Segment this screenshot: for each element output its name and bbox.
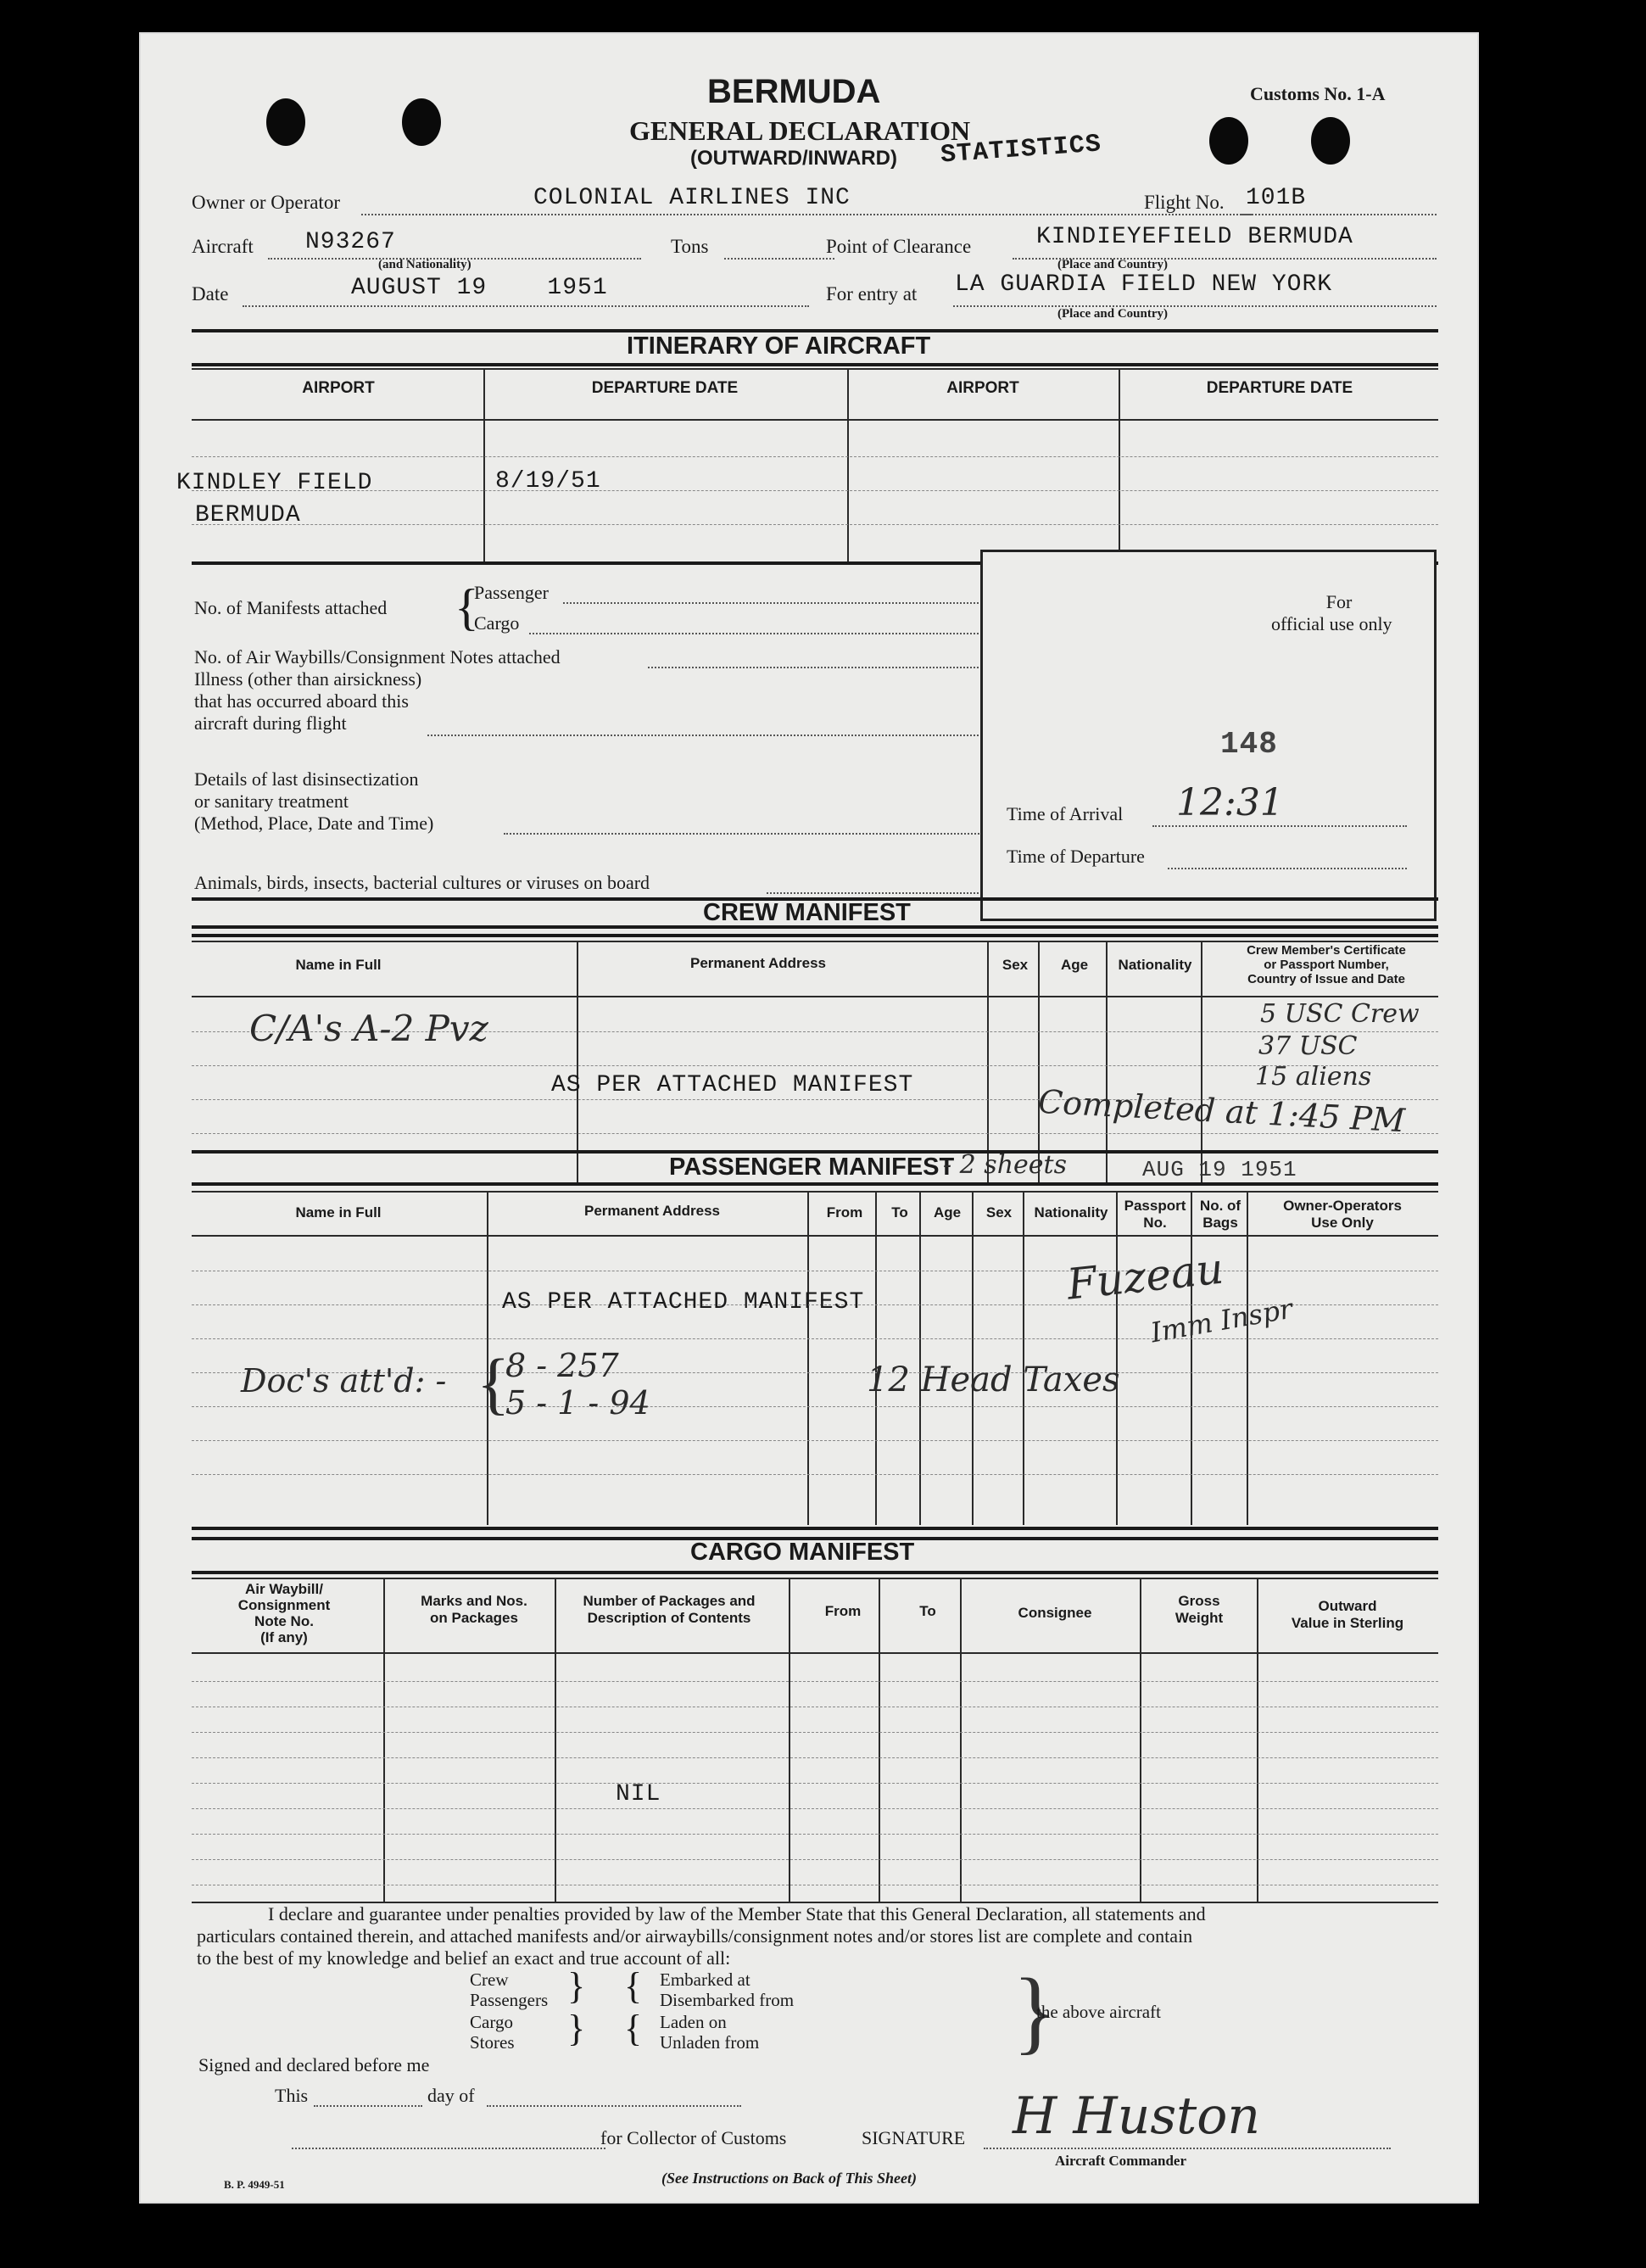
- disinsect-label-1: Details of last disinsectization: [194, 768, 419, 790]
- official-line-1: For: [1325, 591, 1353, 612]
- itinerary-col-departure-2: DEPARTURE DATE: [1206, 379, 1353, 397]
- illness-label-3: aircraft during flight: [194, 712, 347, 734]
- illness-label-2: that has occurred aboard this: [194, 690, 409, 712]
- aircraft-note: (and Nationality): [378, 258, 471, 271]
- passenger-col-age: Age: [933, 1204, 962, 1221]
- itinerary-col-departure: DEPARTURE DATE: [591, 379, 739, 397]
- decl-unladen: Unladen from: [660, 2032, 760, 2053]
- declaration-form: BERMUDA GENERAL DECLARATION (OUTWARD/INWARD) STATISTICS Customs No. 1-A Owner or Operator COLONIAL AIRLINES INC Flight No. 101B Aircraft N93267 (and Nationality) Tons Point of Clearance KINDIEYEFIELD BERMUDA (Place and Country) Date AUGUST 19 1951 For entry at LA GUARDIA FIELD NEW YORK (Place and Country) ITINERARY OF AIRCRAFT AIRPORT DEPARTURE DATE AIRPORT DEPARTURE DATE KINDLEY FIELD BERMUDA 8/19/51 No. of Manifests attached { Passenger Cargo No. of Air Waybills/Consignment Notes attached Illness (other than airsickness) that has occurred aboard this aircraft during flight Details of last disinsectization or sanitary treatment (Method, Place, Date and Time) Animals, birds, insects, bacterial cultures or viruses on board For official use only 148 Time of Arrival 12:31 Time of Departure CREW MANIFEST Name in Full Permanent Address Sex Age Nationality Crew Member's Certificate or Passport Number, Country of Issue and Date C/A's A-2 Pvz AS PER ATTACHED MANIFEST 5 USC Crew 37 USC 15 aliens Completed at 1:45 PM PASSENGER MANIFEST - 2 sheets AUG 19 1951 Name in Full Permanent Address From To Age Sex Nationality Passport No. No. of Bags Owner-Operators Use Only AS PER ATTACHED MANIFEST Doc's att'd: - { 8 - 257 5 - 1 - 94 12 Head Taxes Fuzeau Imm Inspr CARGO MANIFEST Air Waybill/ Consignment Note No. (If any) Marks and Nos. on Packages Number of Packages and Description of Contents From To Consignee Gross Weight Outward Value in Sterling NIL I declare and guarantee under penalties provided by law of the Member State that this General Declaration, all statements and particulars contained therein, and attached manifests and/or airwaybills/consignment notes and/or stores list are complete and contain to the best of my knowledge and belief an exact and true account of all: Crew Passengers } Cargo Stores } { { Embarked at Disembarked from Laden on Unladen from } the above aircraft Signed and declared before me This day of for Collector of Customs SIGNATURE H Huston Aircraft Commander B. P. 4949-51 (See Instructions on Back of This Sheet): [139, 32, 1479, 2204]
- decl-laden: Laden on: [660, 2012, 727, 2032]
- manifests-label: No. of Manifests attached: [194, 597, 388, 618]
- this-label: This: [275, 2085, 309, 2106]
- crew-col-name: Name in Full: [295, 957, 382, 973]
- itinerary-title: ITINERARY OF AIRCRAFT: [627, 332, 931, 360]
- aircraft-value: N93267: [305, 229, 396, 255]
- cargo-title: CARGO MANIFEST: [690, 1539, 915, 1566]
- owner-value: COLONIAL AIRLINES INC: [533, 185, 851, 211]
- declaration-text-1: I declare and guarantee under penalties provided by law of the Member State that this General Declaration, all statements and: [268, 1903, 1206, 1924]
- crew-col-sex: Sex: [1002, 957, 1029, 973]
- crew-col-age: Age: [1060, 957, 1089, 973]
- passenger-col-nationality: Nationality: [1034, 1204, 1108, 1221]
- passenger-col-owner-1: Owner-Operators: [1283, 1198, 1402, 1214]
- commander-label: Aircraft Commander: [1055, 2153, 1187, 2169]
- decl-embarked: Embarked at: [660, 1969, 750, 1990]
- crew-note-3: 15 aliens: [1255, 1062, 1372, 1092]
- declaration-text-3: to the best of my knowledge and belief an exact and true account of all:: [197, 1947, 731, 1969]
- collector-label: for Collector of Customs: [600, 2127, 787, 2148]
- customs-number: Customs No. 1-A: [1250, 83, 1386, 104]
- departure-label: Time of Departure: [1007, 846, 1145, 867]
- signed-declared: Signed and declared before me: [198, 2054, 430, 2075]
- cargo-col-consignee: Consignee: [1018, 1605, 1092, 1621]
- cargo-col-value-2: Value in Sterling: [1291, 1615, 1404, 1631]
- date-label: Date: [192, 283, 229, 304]
- instructions-note: (See Instructions on Back of This Sheet): [661, 2170, 918, 2187]
- decl-disembarked: Disembarked from: [660, 1990, 795, 2010]
- cargo-col-gross-1: Gross: [1178, 1593, 1220, 1609]
- decl-above-aircraft: the above aircraft: [1036, 2002, 1161, 2022]
- passenger-head-taxes: 12 Head Taxes: [867, 1360, 1120, 1399]
- decl-passengers: Passengers: [470, 1990, 549, 2010]
- passenger-col-passport-1: Passport: [1124, 1198, 1186, 1214]
- official-number: 148: [1220, 727, 1278, 762]
- waybills-label: No. of Air Waybills/Consignment Notes attached: [194, 646, 561, 668]
- punch-hole-icon: [1311, 117, 1350, 165]
- decl-stores: Stores: [470, 2032, 515, 2053]
- form-title: GENERAL DECLARATION: [629, 115, 971, 146]
- country-title: BERMUDA: [707, 73, 881, 110]
- manifest-cargo: Cargo: [474, 612, 520, 634]
- itinerary-airport-2: BERMUDA: [195, 502, 301, 528]
- cargo-col-to: To: [919, 1603, 936, 1619]
- official-line-2: official use only: [1271, 613, 1392, 634]
- cargo-col-waybill-4: (If any): [260, 1629, 308, 1645]
- passenger-doc-2: 5 - 1 - 94: [505, 1384, 650, 1422]
- crew-col-certificate-1: Crew Member's Certificate: [1247, 943, 1406, 958]
- punch-hole-icon: [402, 98, 441, 146]
- tons-label: Tons: [671, 236, 709, 257]
- cargo-col-packages-2: Description of Contents: [587, 1610, 751, 1626]
- passenger-col-sex: Sex: [985, 1204, 1013, 1221]
- passenger-col-bags-2: Bags: [1202, 1215, 1238, 1231]
- declaration-text-2: particulars contained therein, and attached manifests and/or airwaybills/consignment notes and/or stores list are complete and contain: [197, 1925, 1193, 1947]
- disinsect-label-3: (Method, Place, Date and Time): [194, 813, 434, 834]
- passenger-title-note: - 2 sheets: [943, 1150, 1067, 1180]
- signature-label: SIGNATURE: [862, 2127, 966, 2148]
- punch-hole-icon: [266, 98, 305, 146]
- entry-note: (Place and Country): [1057, 307, 1168, 321]
- clearance-note: (Place and Country): [1057, 258, 1168, 271]
- inspector-title: Imm Inspr: [1147, 1292, 1295, 1349]
- cargo-col-from: From: [824, 1603, 862, 1619]
- illness-label-1: Illness (other than airsickness): [194, 668, 422, 690]
- arrival-label: Time of Arrival: [1007, 803, 1124, 824]
- passenger-title: PASSENGER MANIFEST: [669, 1154, 955, 1181]
- crew-col-certificate-2: or Passport Number,: [1264, 958, 1389, 972]
- itinerary-col-airport: AIRPORT: [302, 379, 375, 397]
- date-value: AUGUST 19 1951: [351, 275, 608, 301]
- cargo-col-packages-1: Number of Packages and: [583, 1593, 756, 1609]
- commander-signature: H Huston: [1013, 2086, 1261, 2146]
- entry-label: For entry at: [826, 283, 918, 304]
- crew-note-1: 5 USC Crew: [1260, 999, 1420, 1029]
- flight-label: Flight No.: [1144, 192, 1225, 213]
- crew-note-2: 37 USC: [1258, 1031, 1358, 1061]
- flight-value: 101B: [1246, 185, 1307, 211]
- crew-col-nationality: Nationality: [1118, 957, 1192, 973]
- punch-hole-icon: [1209, 117, 1248, 165]
- crew-handwritten-note: C/A's A-2 Pvz: [249, 1008, 488, 1049]
- form-number: B. P. 4949-51: [224, 2178, 285, 2191]
- passenger-col-passport-2: No.: [1143, 1215, 1167, 1231]
- passenger-col-name: Name in Full: [295, 1204, 382, 1221]
- aircraft-label: Aircraft: [192, 236, 254, 257]
- animals-label: Animals, birds, insects, bacterial cultures or viruses on board: [194, 872, 650, 893]
- passenger-docs-label: Doc's att'd: -: [241, 1362, 447, 1399]
- decl-cargo: Cargo: [470, 2012, 513, 2032]
- itinerary-col-airport-2: AIRPORT: [946, 379, 1019, 397]
- cargo-col-marks-2: on Packages: [430, 1610, 518, 1626]
- crew-attached-manifest: AS PER ATTACHED MANIFEST: [551, 1072, 914, 1098]
- crew-title: CREW MANIFEST: [703, 899, 911, 926]
- passenger-col-to: To: [891, 1204, 908, 1221]
- disinsect-label-2: or sanitary treatment: [194, 790, 349, 812]
- crew-note-4: Completed at 1:45 PM: [1037, 1082, 1406, 1140]
- passenger-col-owner-2: Use Only: [1311, 1215, 1374, 1231]
- inspector-signature: Fuzeau: [1064, 1243, 1226, 1310]
- cargo-col-value-1: Outward: [1318, 1598, 1377, 1614]
- decl-crew: Crew: [470, 1969, 509, 1990]
- passenger-col-bags-1: No. of: [1199, 1198, 1241, 1214]
- itinerary-departure: 8/19/51: [495, 468, 601, 494]
- cargo-col-gross-2: Weight: [1175, 1610, 1224, 1626]
- cargo-col-waybill-2: Consignment: [237, 1597, 331, 1613]
- official-use-box: [980, 550, 1437, 921]
- arrival-value: 12:31: [1176, 781, 1284, 824]
- cargo-col-waybill-3: Note No.: [254, 1613, 314, 1629]
- crew-col-address: Permanent Address: [690, 955, 826, 971]
- crew-col-certificate-3: Country of Issue and Date: [1247, 972, 1405, 986]
- form-subtitle: (OUTWARD/INWARD): [690, 147, 897, 170]
- cargo-col-marks-1: Marks and Nos.: [421, 1593, 527, 1609]
- passenger-col-from: From: [826, 1204, 863, 1221]
- statistics-stamp: STATISTICS: [940, 130, 1102, 170]
- passenger-doc-1: 8 - 257: [505, 1347, 619, 1384]
- entry-value: LA GUARDIA FIELD NEW YORK: [955, 271, 1333, 298]
- clearance-label: Point of Clearance: [826, 236, 972, 257]
- cargo-col-waybill-1: Air Waybill/: [245, 1581, 323, 1597]
- clearance-value: KINDIEYEFIELD BERMUDA: [1036, 224, 1353, 250]
- passenger-date-stamp: AUG 19 1951: [1142, 1157, 1297, 1182]
- owner-label: Owner or Operator: [192, 192, 340, 213]
- passenger-attached-manifest: AS PER ATTACHED MANIFEST: [502, 1289, 865, 1316]
- itinerary-airport-1: KINDLEY FIELD: [176, 470, 373, 496]
- cargo-nil: NIL: [616, 1781, 661, 1807]
- manifest-passenger: Passenger: [474, 582, 549, 603]
- day-of-label: day of: [427, 2085, 475, 2106]
- passenger-col-address: Permanent Address: [584, 1203, 720, 1219]
